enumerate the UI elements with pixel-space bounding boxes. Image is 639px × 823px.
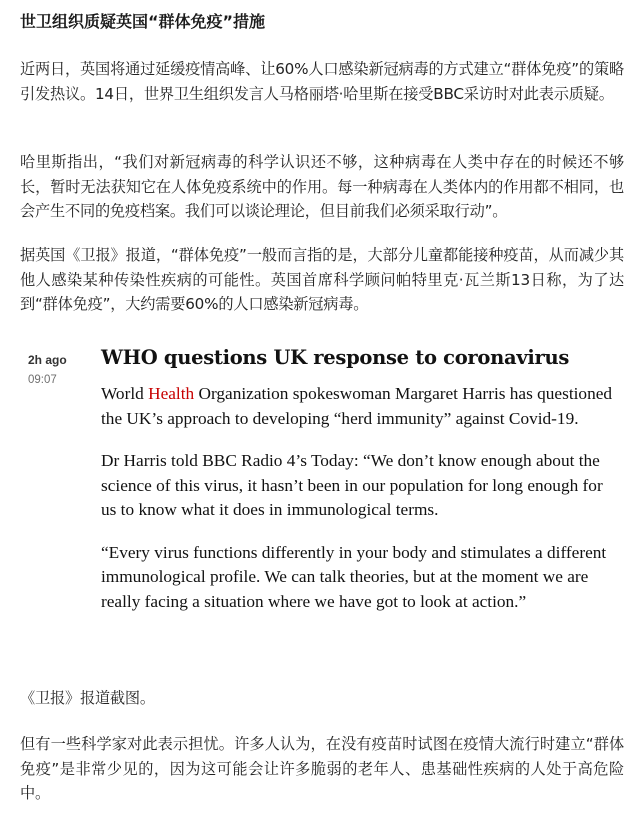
article-headline: 世卫组织质疑英国“群体免疫”措施 — [20, 12, 266, 31]
entry-timestamp — [28, 352, 88, 388]
image-caption: 《卫报》报道截图。 — [20, 689, 155, 707]
time-of-day: 09:07 — [28, 374, 57, 386]
health-link[interactable]: Health — [148, 384, 195, 403]
article-paragraph-2: 哈里斯指出，“我们对新冠病毒的科学认识还不够，这种病毒在人类中存在的时候还不够长，暂时无法获知它在人体免疫系统中的作用。每一种病毒在人类体内的作用都不相同，也会产生不同的免疫档案。我们可以谈论理论，但目前我们必须采取行动”。 — [20, 153, 624, 220]
live-blog-entry-title: WHO questions UK response to coronavirus — [101, 346, 569, 369]
embed-divider — [28, 342, 620, 343]
article-paragraph-1: 近两日，英国将通过延缓疫情高峰、让60%人口感染新冠病毒的方式建立“群体免疫”的策略引发热议。14日，世界卫生组织发言人马格丽塔·哈里斯在接受BBC采访时对此表示质疑。 — [20, 60, 624, 103]
article-paragraph-4: 但有一些科学家对此表示担忧。许多人认为，在没有疫苗时试图在疫情大流行时建立“群体免疫”是非常少见的，因为这可能会让许多脆弱的老年人、患基础性疾病的人处于高危险中。 — [20, 735, 624, 802]
entry-paragraph-3: “Every virus functions differently in your body and stimulates a different immunological profile. We can talk theories, but at the moment we are really facing a situation where we have got to look at action.” — [101, 542, 607, 611]
article-paragraph-3: 据英国《卫报》报道，“群体免疫”一般而言指的是，大部分儿童都能接种疫苗，从而减少其他人感染某种传染性疾病的可能性。英国首席科学顾问帕特里克·瓦兰斯13日称，为了达到“群体免疫”，大约需要60%的人口感染新冠病毒。 — [20, 246, 624, 313]
entry-paragraph-1-rest: Organization spokeswoman Margaret Harris has questioned the UK’s approach to developing “herd immunity” against Covid-19. — [101, 384, 613, 428]
guardian-live-blog-screenshot — [28, 342, 620, 662]
entry-paragraph-2: Dr Harris told BBC Radio 4’s Today: “We don’t know enough about the science of this virus, it hasn’t been in our population for long enough for us to know what it does in immunological terms. — [101, 451, 603, 519]
entry-paragraph-1-start: World — [101, 384, 149, 403]
live-blog-entry-body — [101, 382, 621, 632]
entry-paragraph-1 — [101, 382, 621, 431]
time-ago: 2h ago — [28, 353, 67, 367]
